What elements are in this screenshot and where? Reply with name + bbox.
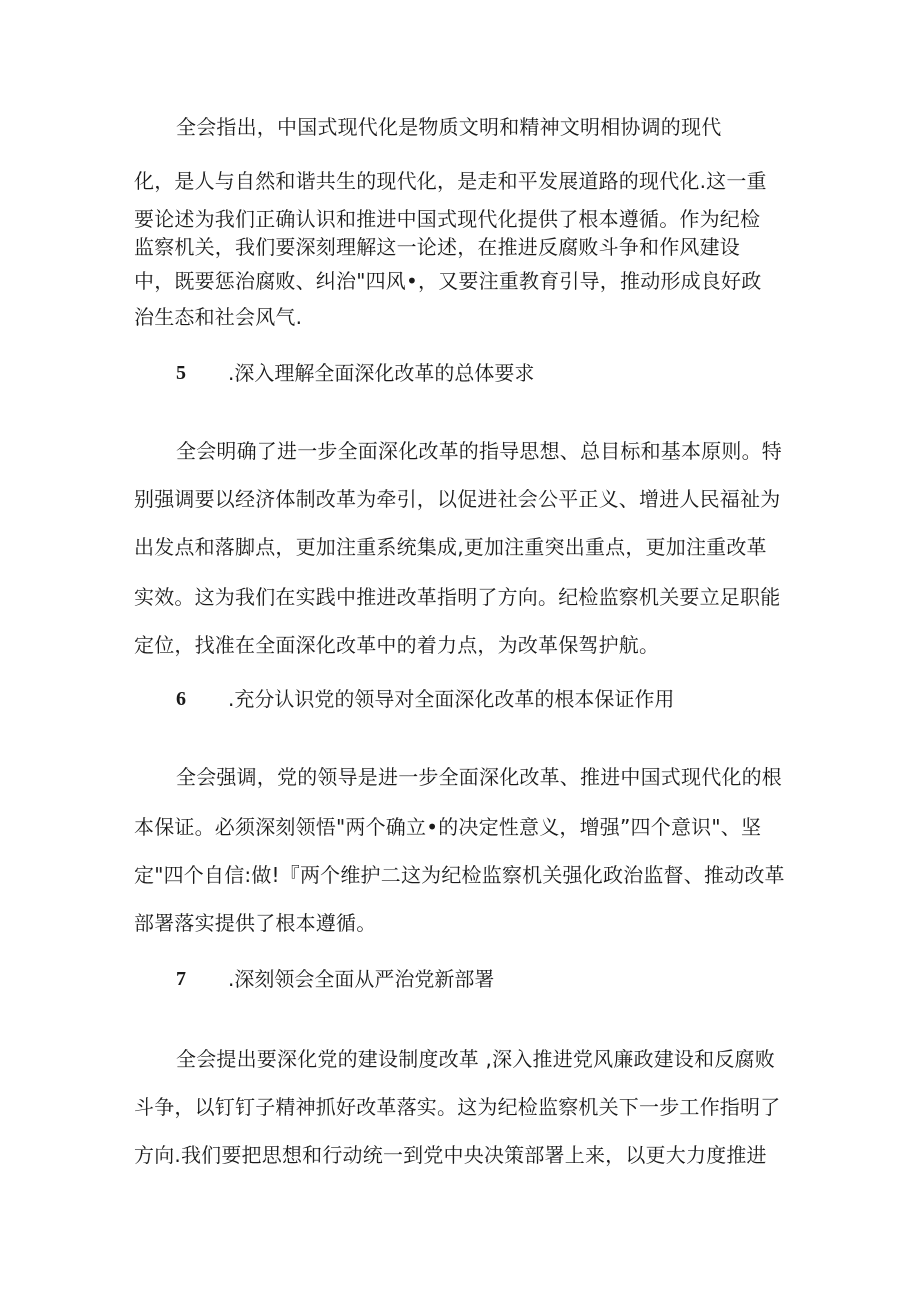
paragraph-3-line-3: 定"四个自信:做!『两个维护二这为纪检监察机关强化政治监督、推动改革 — [134, 863, 785, 887]
paragraph-1-line-4: 监察机关，我们要深刻理解这一论述，在推进反腐败斗争和作风建设 — [134, 235, 740, 259]
paragraph-3-line-4: 部署落实提供了根本遵循。 — [134, 911, 377, 935]
section-title: .充分认识党的领导对全面深化改革的根本保证作用 — [228, 687, 675, 711]
paragraph-3-line-2: 本保证。必须深刻领悟"两个确立•的决定性意义，增强”四个意识"、坚 — [134, 815, 762, 839]
paragraph-3-line-1: 全会强调，党的领导是进一步全面深化改革、推进中国式现代化的根 — [176, 765, 782, 789]
paragraph-4-line-3: 方向.我们要把思想和行动统一到党中央决策部署上来，以更大力度推进 — [134, 1143, 767, 1167]
section-title: .深入理解全面深化改革的总体要求 — [228, 361, 535, 385]
section-number: 7 — [176, 968, 186, 990]
paragraph-4-line-2: 斗争，以钉钉子精神抓好改革落实。这为纪检监察机关下一步工作指明了 — [134, 1095, 781, 1119]
paragraph-2-line-2: 别强调要以经济体制改革为牵引，以促进社会公平正义、增进人民福祉为 — [134, 487, 781, 511]
paragraph-4-line-1: 全会提出要深化党的建设制度改革 ,深入推进党风廉政建设和反腐败 — [176, 1047, 775, 1071]
paragraph-1-line-3: 要论述为我们正确认识和推进中国式现代化提供了根本遵循。作为纪检 — [134, 207, 761, 231]
section-title: .深刻领会全面从严治党新部署 — [228, 967, 495, 991]
paragraph-2-line-3: 出发点和落脚点，更加注重系统集成,更加注重突出重点，更加注重改革 — [134, 535, 767, 559]
paragraph-1-line-1: 全会指出，中国式现代化是物质文明和精神文明相协调的现代 — [176, 115, 722, 139]
paragraph-1-line-6: 治生态和社会风气. — [134, 305, 303, 329]
section-number: 5 — [176, 362, 186, 384]
paragraph-2-line-1: 全会明确了进一步全面深化改革的指导思想、总目标和基本原则。特 — [176, 439, 782, 463]
section-number: 6 — [176, 688, 186, 710]
paragraph-2-line-4: 实效。这为我们在实践中推进改革指明了方向。纪检监察机关要立足职能 — [134, 585, 781, 609]
paragraph-2-line-5: 定位，找准在全面深化改革中的着力点，为改革保驾护航。 — [134, 633, 660, 657]
paragraph-1-line-5: 中，既要惩治腐败、纠治"四风•，又要注重教育引导，推动形成良好政 — [134, 269, 762, 293]
paragraph-1-line-2: 化，是人与自然和谐共生的现代化，是走和平发展道路的现代化.这一重 — [134, 169, 767, 193]
